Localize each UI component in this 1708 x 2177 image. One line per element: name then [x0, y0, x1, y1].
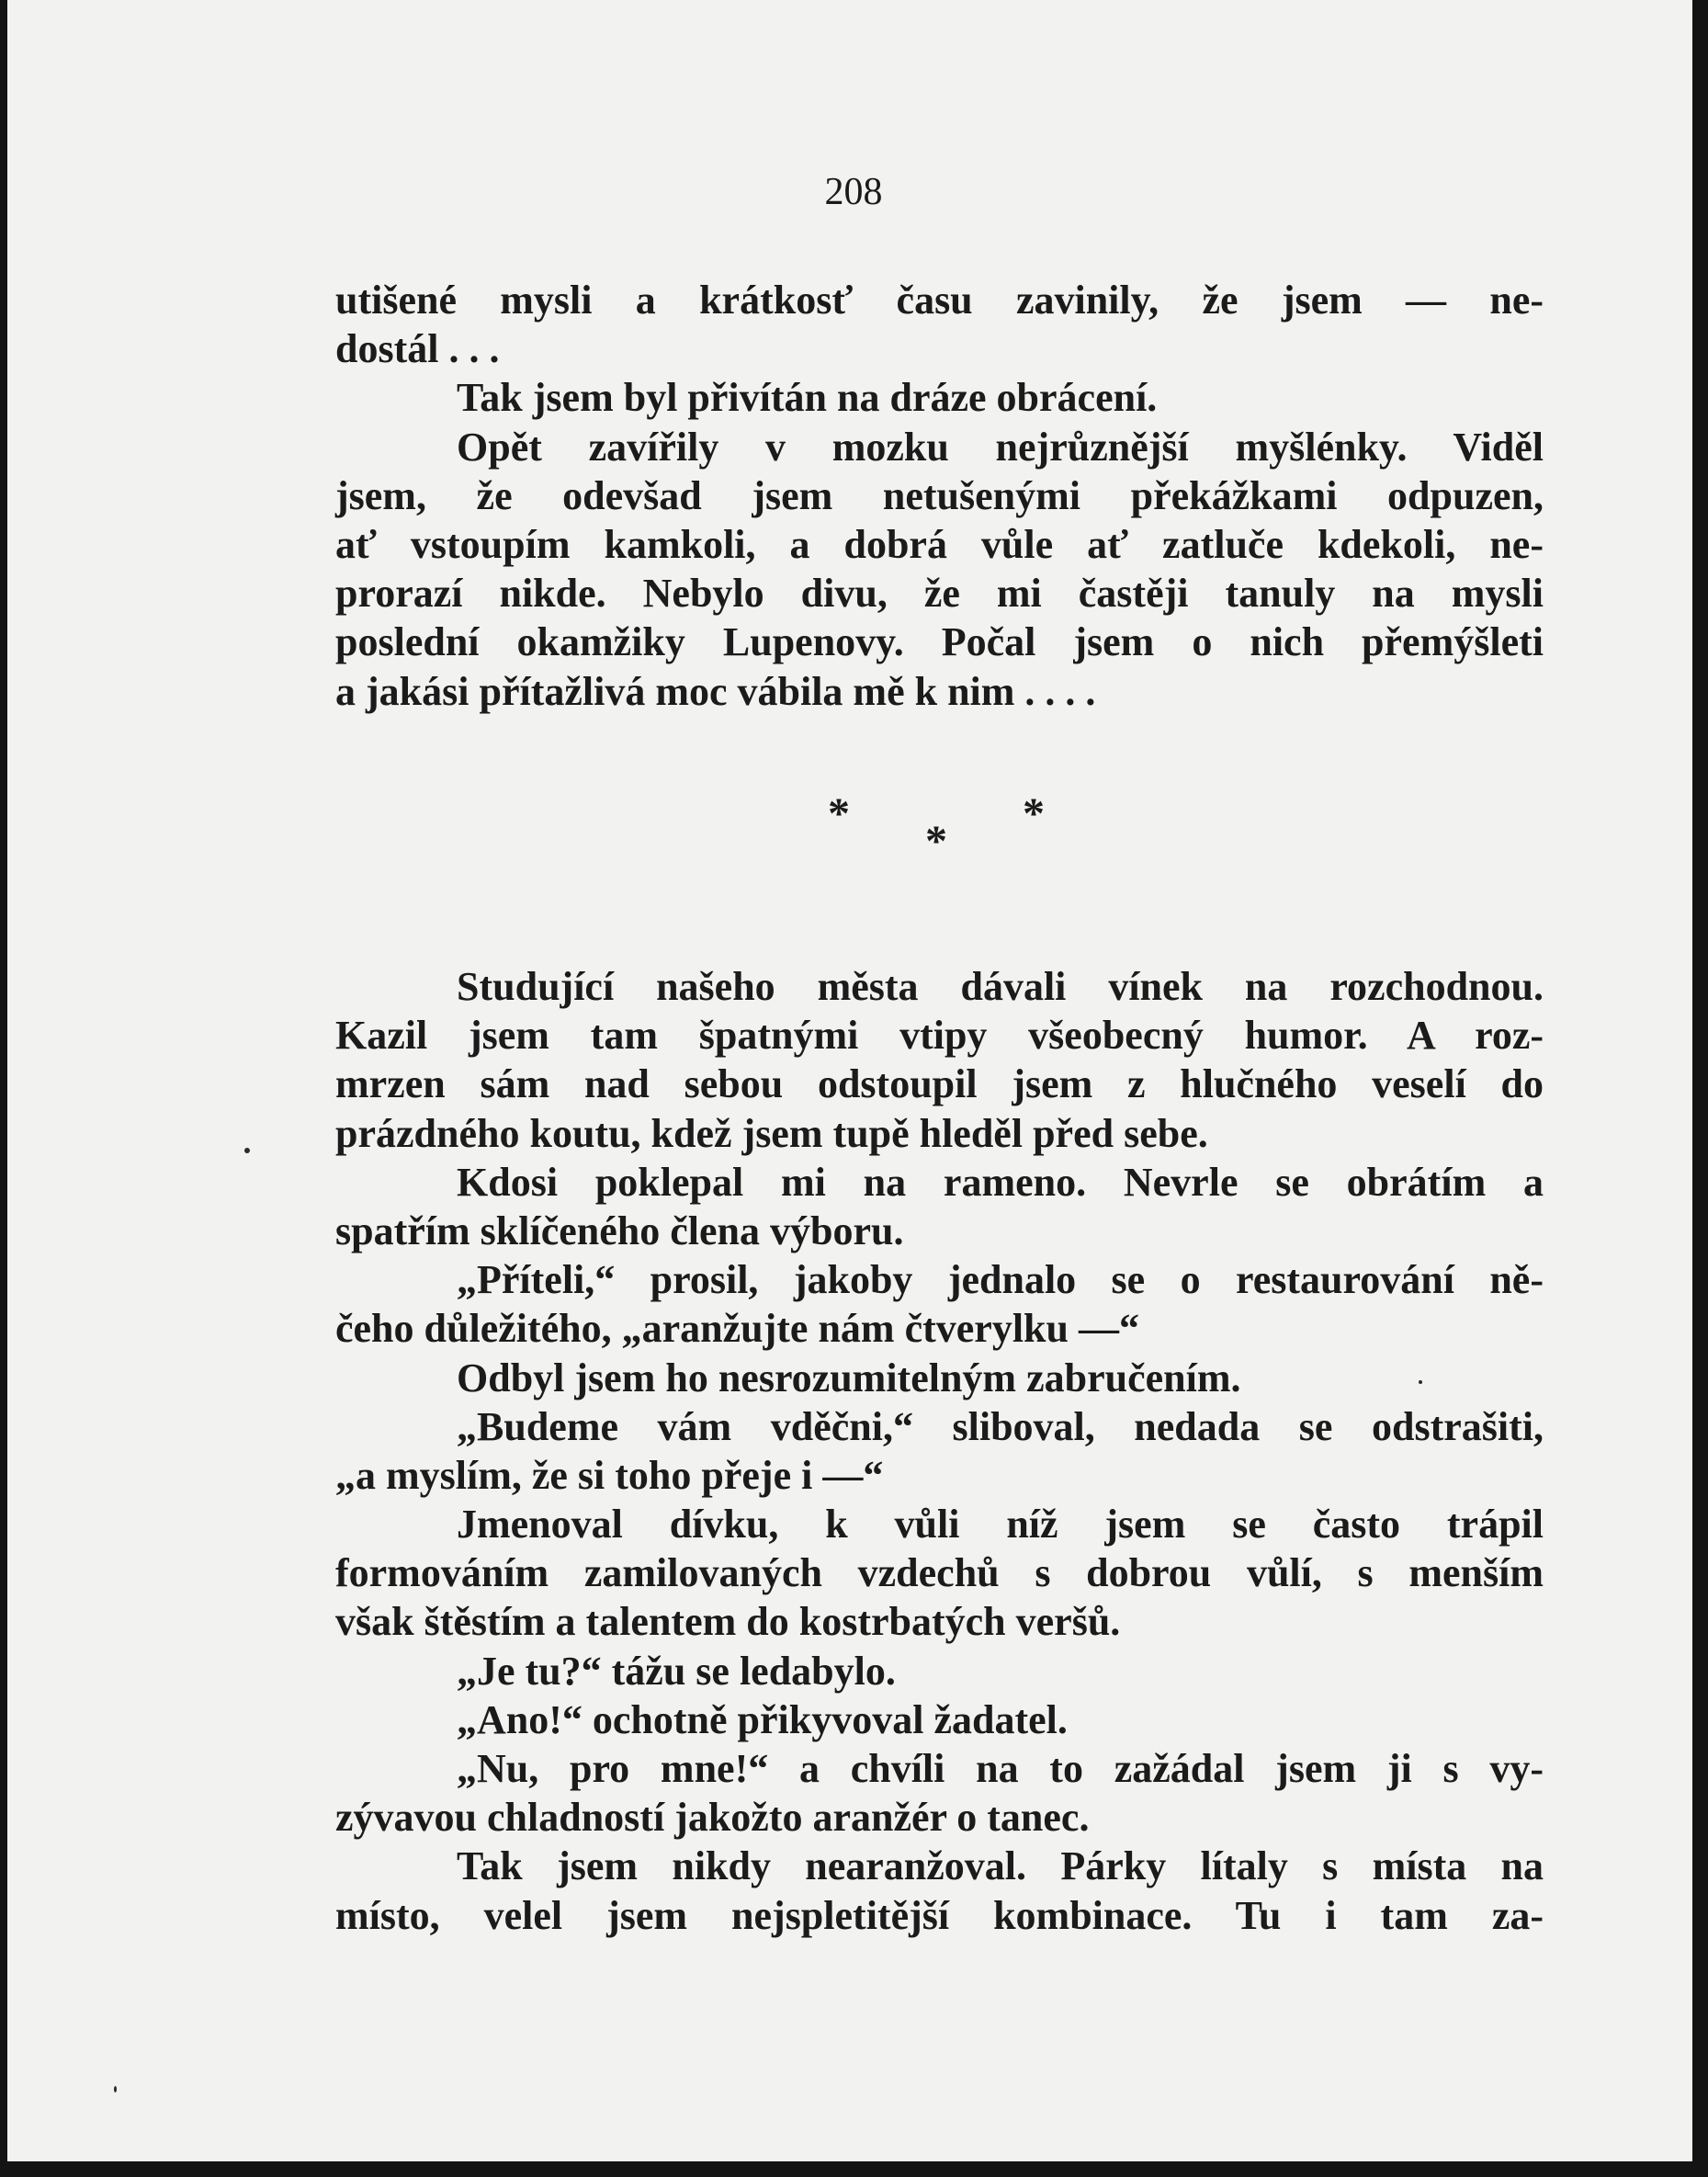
text-line: prorazí nikde. Nebylo divu, že mi častěji tanuly na mysli: [335, 571, 1544, 617]
text-line: utišené mysli a krátkosť času zavinily, že jsem — ne-: [335, 278, 1544, 323]
text-line: formováním zamilovaných vzdechů s dobrou vůlí, s menším: [335, 1550, 1544, 1596]
text-line: prázdného koutu, kdež jsem tupě hleděl před sebe.: [335, 1110, 1208, 1156]
text-line: Tak jsem nikdy nearanžoval. Párky lítaly s místa na: [457, 1843, 1544, 1889]
text-line: „Budeme vám vděčni,“ sliboval, nedada se odstrašiti,: [457, 1403, 1544, 1449]
text-line: poslední okamžiky Lupenovy. Počal jsem o nich přemýšleti: [335, 619, 1544, 665]
text-line: a jakási přítažlivá moc vábila mě k nim . . . .: [335, 668, 1096, 714]
book-page: [7, 0, 1692, 2161]
text-line: „Příteli,“ prosil, jakoby jednalo se o restaurování ně-: [457, 1257, 1544, 1303]
text-line: místo, velel jsem nejspletitější kombinace. Tu i tam za-: [335, 1892, 1544, 1938]
text-line: Kazil jsem tam špatnými vtipy všeobecný humor. A roz-: [335, 1013, 1544, 1059]
text-line: Kdosi poklepal mi na rameno. Nevrle se obrátím a: [457, 1159, 1544, 1205]
text-line: zývavou chladností jakožto aranžér o tanec.: [335, 1795, 1090, 1841]
divider-asterisk: *: [925, 817, 947, 866]
divider-asterisk: *: [1023, 789, 1045, 838]
text-line: mrzen sám nad sebou odstoupil jsem z hlučného veselí do: [335, 1061, 1544, 1107]
text-section-2: [335, 962, 1544, 1940]
text-line: jsem, že odevšad jsem netušenými překážkami odpuzen,: [335, 472, 1544, 518]
text-line: spatřím sklíčeného člena výboru.: [335, 1208, 904, 1253]
text-line: Odbyl jsem ho nesrozumitelným zabručením.: [457, 1355, 1241, 1400]
text-line: „a myslím, že si toho přeje i —“: [335, 1452, 884, 1498]
text-line: Tak jsem byl přivítán na dráze obrácení.: [457, 375, 1158, 421]
print-speck: [244, 1148, 250, 1153]
text-line: však štěstím a talentem do kostrbatých veršů.: [335, 1599, 1121, 1645]
print-speck: [114, 2086, 117, 2092]
text-line: Studující našeho města dávali vínek na rozchodnou.: [457, 964, 1544, 1009]
text-line: „Nu, pro mne!“ a chvíli na to zažádal jsem ji s vy-: [457, 1746, 1544, 1791]
page-number: 208: [824, 171, 883, 213]
text-section-1: [335, 276, 1544, 716]
print-speck: [1419, 1380, 1422, 1384]
text-line: „Je tu?“ tážu se ledabylo.: [457, 1648, 896, 1694]
text-line: čeho důležitého, „aranžujte nám čtverylku —“: [335, 1306, 1139, 1352]
text-line: „Ano!“ ochotně přikyvoval žadatel.: [457, 1696, 1068, 1742]
text-line: ať vstoupím kamkoli, a dobrá vůle ať zatluče kdekoli, ne-: [335, 521, 1544, 567]
text-line: Opět zavířily v mozku nejrůznější myšlénky. Viděl: [457, 424, 1544, 470]
text-line: dostál . . .: [335, 326, 500, 372]
text-line: Jmenoval dívku, k vůli níž jsem se často trápil: [457, 1502, 1544, 1548]
divider-asterisk: *: [828, 789, 850, 838]
